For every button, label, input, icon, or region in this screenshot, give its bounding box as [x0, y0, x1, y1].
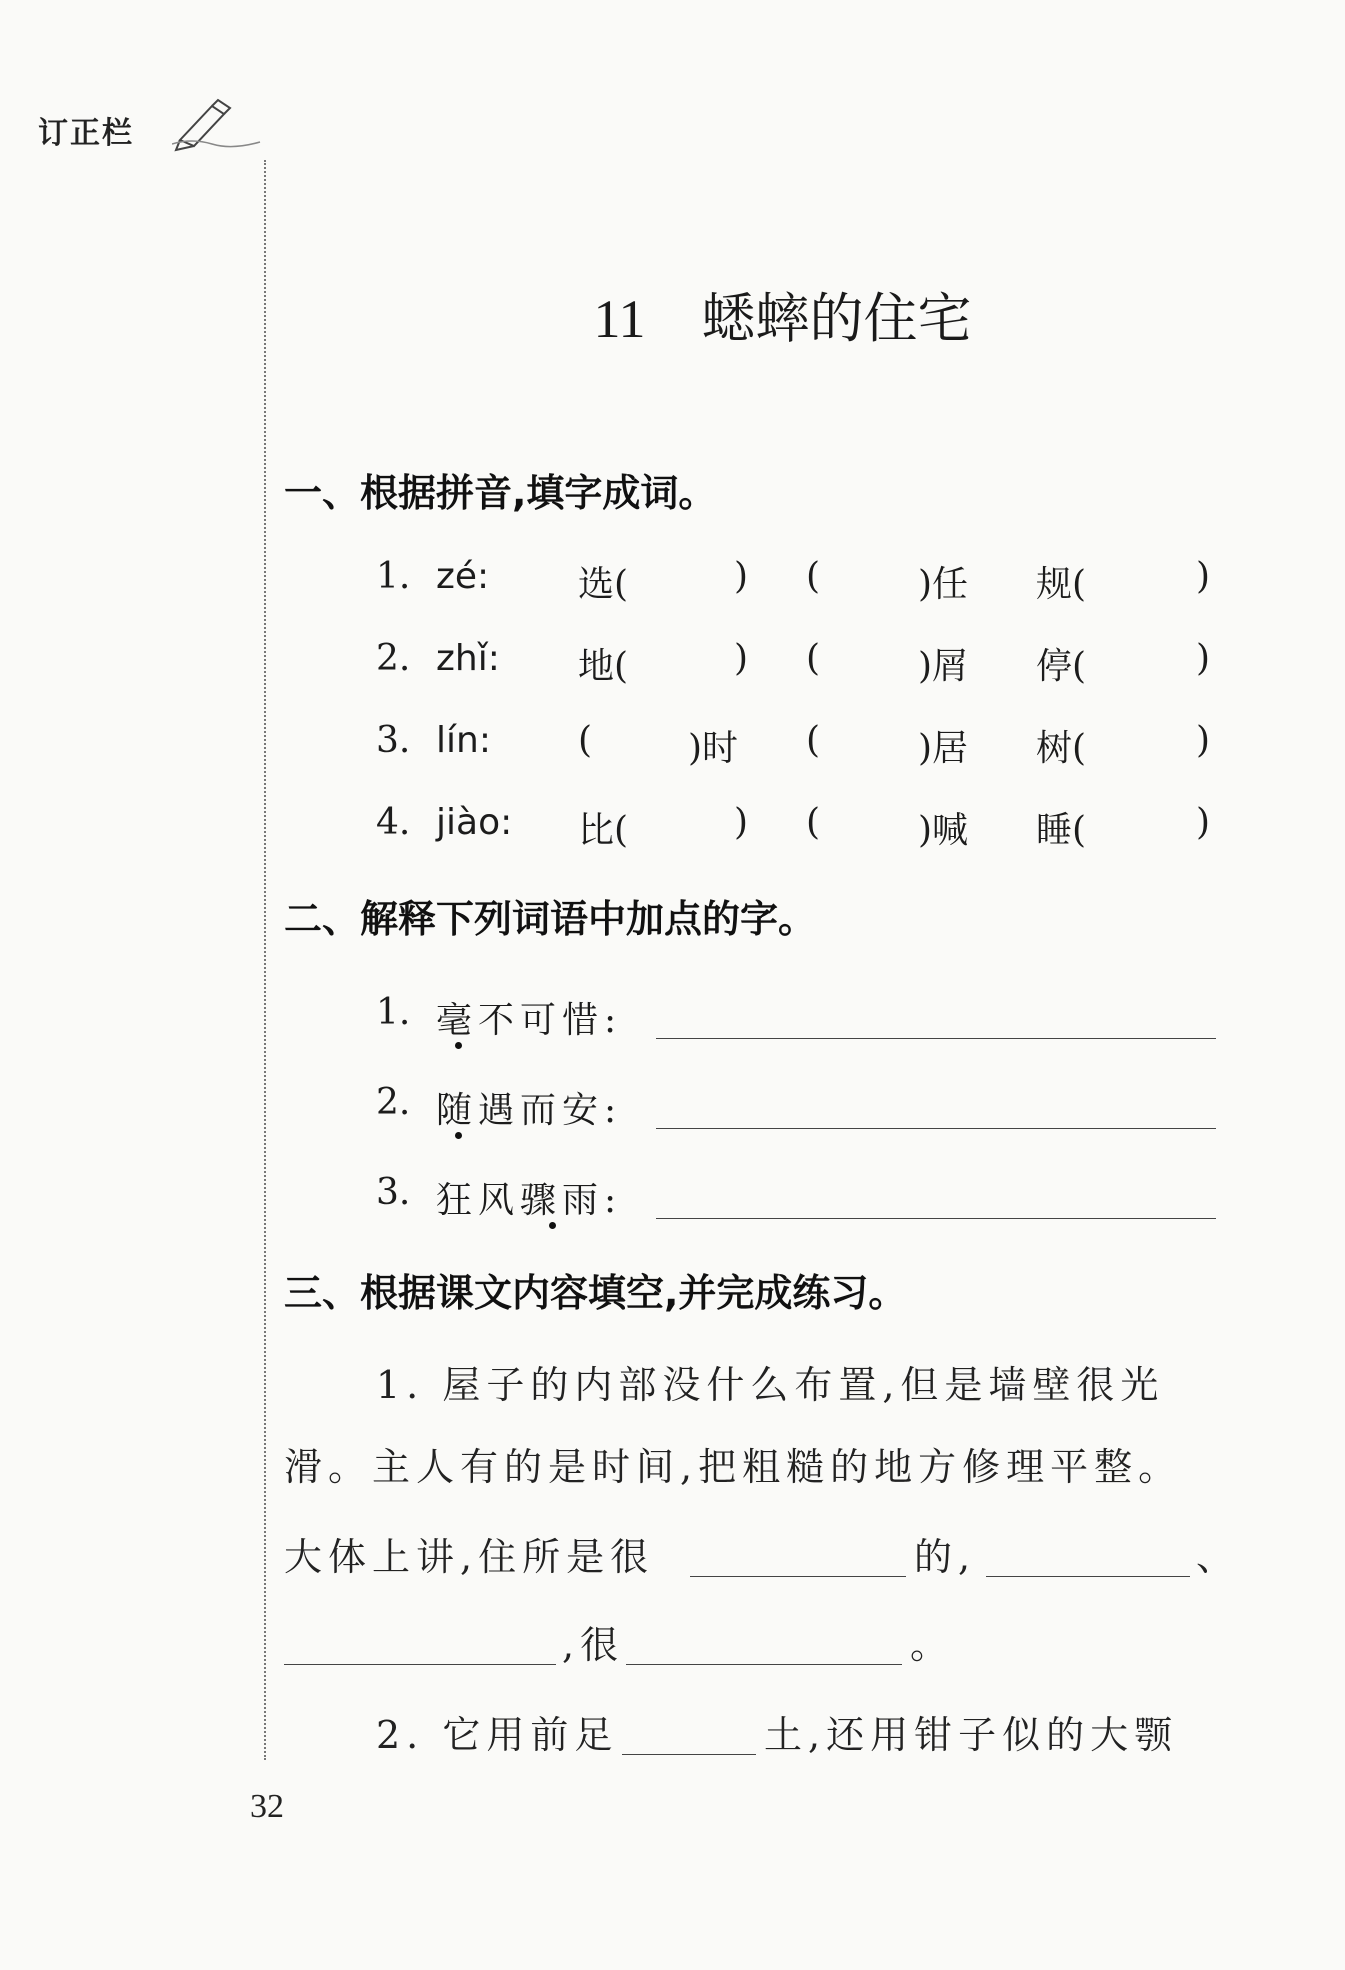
- blank-word-3-close: ): [1196, 802, 1211, 843]
- passage-line-3-text: 的,: [914, 1535, 977, 1579]
- item-number: 4.: [376, 802, 411, 843]
- section-1-title: 一、根据拼音,填字成词。: [284, 471, 717, 515]
- item-number: 2.: [376, 1082, 411, 1123]
- fill-blank[interactable]: [690, 1576, 906, 1577]
- section-2-title: 二、解释下列词语中加点的字。: [284, 897, 817, 941]
- answer-line[interactable]: [656, 1218, 1216, 1219]
- margin-dotted-line: [264, 160, 266, 1760]
- passage-line-4-text: ,很: [562, 1623, 625, 1667]
- pinyin: zhǐ:: [436, 638, 500, 679]
- passage-line-1: 1. 屋子的内部没什么布置,但是墙壁很光: [376, 1363, 1165, 1407]
- pencil-icon: [172, 92, 262, 152]
- blank-word-2: )屑: [918, 646, 969, 687]
- blank-word-3[interactable]: 停(: [1036, 646, 1087, 687]
- passage-line-3-text: 大体上讲,住所是很: [284, 1535, 655, 1579]
- blank-word-3-close: ): [1196, 638, 1211, 679]
- blank-word-2: )任: [918, 564, 969, 605]
- answer-line[interactable]: [656, 1038, 1216, 1039]
- correction-column-label: 订正栏: [38, 116, 134, 151]
- blank-word-1-close: ): [734, 556, 749, 597]
- passage-line-5-text: 2. 它用前足: [376, 1713, 619, 1757]
- fill-blank[interactable]: [986, 1576, 1190, 1577]
- emphasis-dot: [455, 1042, 462, 1049]
- section-3-title: 三、根据课文内容填空,并完成练习。: [284, 1271, 907, 1315]
- fill-blank[interactable]: [284, 1664, 556, 1665]
- item-number: 3.: [376, 1172, 411, 1213]
- blank-word-3[interactable]: 树(: [1036, 728, 1087, 769]
- blank-word-1-close: )时: [688, 728, 739, 769]
- blank-word-2: )居: [918, 728, 969, 769]
- item-number: 3.: [376, 720, 411, 761]
- fill-blank[interactable]: [626, 1664, 902, 1665]
- blank-word-1-close: ): [734, 638, 749, 679]
- page-number: 32: [250, 1788, 284, 1825]
- passage-line-5-text: 土,还用钳子似的大颚: [764, 1713, 1179, 1757]
- item-number: 1.: [376, 556, 411, 597]
- answer-line[interactable]: [656, 1128, 1216, 1129]
- phrase: 毫不可惜:: [436, 1000, 623, 1041]
- blank-word-1[interactable]: 选(: [578, 564, 629, 605]
- emphasis-dot: [549, 1222, 556, 1229]
- passage-line-3-text: 、: [1196, 1535, 1241, 1579]
- blank-word-1[interactable]: 比(: [578, 810, 629, 851]
- lesson-title: [0, 276, 1345, 353]
- blank-word-2-open[interactable]: (: [806, 556, 821, 597]
- blank-word-1-close: ): [734, 802, 749, 843]
- pinyin: jiào:: [436, 802, 513, 843]
- passage-line-2: 滑。主人有的是时间,把粗糙的地方修理平整。: [284, 1445, 1183, 1489]
- item-number: 2.: [376, 638, 411, 679]
- lesson-number: 11: [593, 289, 646, 349]
- pinyin: lín:: [436, 720, 491, 761]
- lesson-title-text: 蟋蟀的住宅: [701, 287, 972, 350]
- blank-word-1[interactable]: 地(: [578, 646, 629, 687]
- blank-word-2-open[interactable]: (: [806, 638, 821, 679]
- blank-word-1[interactable]: (: [578, 720, 593, 761]
- phrase: 狂风骤雨:: [436, 1180, 623, 1221]
- blank-word-3[interactable]: 规(: [1036, 564, 1087, 605]
- blank-word-3-close: ): [1196, 720, 1211, 761]
- blank-word-2: )喊: [918, 810, 969, 851]
- item-number: 1.: [376, 992, 411, 1033]
- blank-word-2-open[interactable]: (: [806, 720, 821, 761]
- blank-word-2-open[interactable]: (: [806, 802, 821, 843]
- fill-blank[interactable]: [622, 1754, 756, 1755]
- blank-word-3[interactable]: 睡(: [1036, 810, 1087, 851]
- pinyin: zé:: [436, 556, 490, 597]
- blank-word-3-close: ): [1196, 556, 1211, 597]
- emphasis-dot: [455, 1132, 462, 1139]
- passage-line-4-text: 。: [910, 1623, 955, 1667]
- phrase: 随遇而安:: [436, 1090, 623, 1131]
